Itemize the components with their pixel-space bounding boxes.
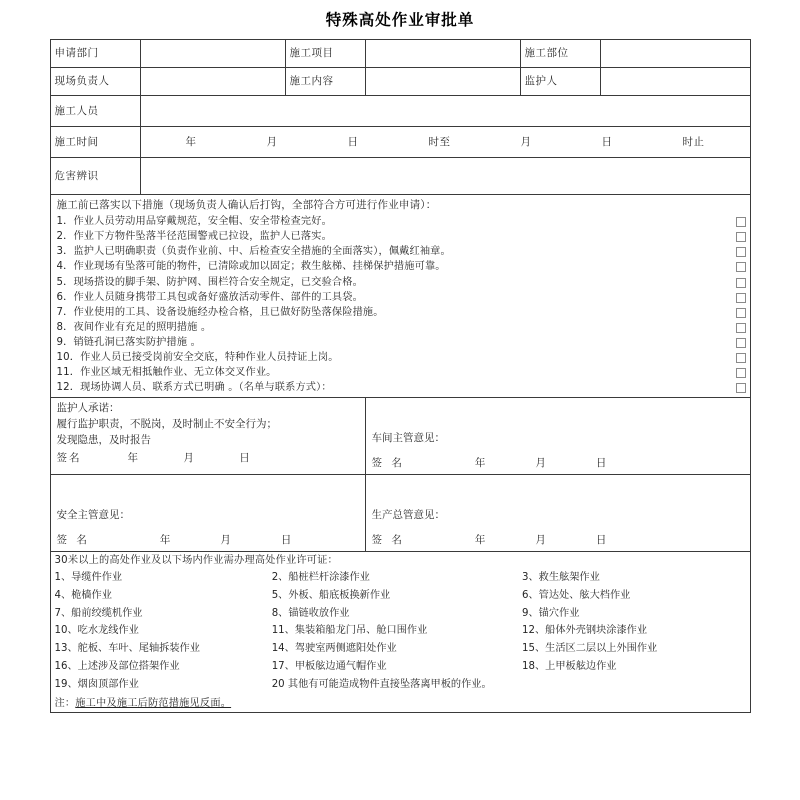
permit-list-row [50, 552, 750, 713]
label-personnel: 施工人员 [50, 96, 140, 127]
field-location[interactable] [600, 40, 750, 68]
list-item[interactable] [57, 320, 746, 335]
permit-item: 6、管达处、舷大档作业 [522, 589, 631, 601]
production-sign-label: 签 名 [371, 534, 405, 547]
guardian-sign-year: 年 [127, 451, 138, 464]
permit-note-text: 施工中及施工后防范措施见反面。 [75, 697, 232, 709]
permit-item: 19、烟囱顶部作业 [54, 678, 139, 690]
list-item[interactable] [57, 275, 746, 290]
field-hazard[interactable] [140, 158, 750, 195]
permit-item: 2、船桩栏杆涂漆作业 [271, 572, 370, 584]
field-work-content[interactable] [365, 68, 520, 96]
permit-item: 14、驾驶室两侧遮阳处作业 [271, 643, 397, 655]
safety-sign-month: 月 [220, 534, 231, 547]
measure-text: 7．作业使用的工具、设备设施经办检合格，且已做好防坠落保险措施。 [56, 306, 384, 318]
field-site-manager[interactable] [140, 68, 285, 96]
list-item[interactable] [57, 335, 746, 350]
field-guardian[interactable] [600, 68, 750, 96]
permit-item: 15、生活区二层以上外围作业 [522, 643, 658, 655]
list-item[interactable] [57, 350, 746, 365]
measure-text: 4．作业现场有坠落可能的物件，已清除或加以固定；救生舷梯、挂梯保护措施可靠。 [56, 261, 446, 273]
safety-sign-year: 年 [159, 534, 171, 547]
measure-text: 11．作业区域无相抵触作业、无立体交叉作业。 [56, 367, 277, 379]
safety-signature-line[interactable] [57, 533, 359, 547]
checkbox-icon[interactable] [736, 217, 746, 227]
list-item[interactable] [57, 244, 746, 259]
production-sign-day: 日 [595, 534, 607, 547]
work-time-year: 年 [185, 135, 197, 148]
checkbox-icon[interactable] [736, 278, 746, 288]
field-project[interactable] [365, 40, 520, 68]
permit-item: 20 其他有可能造成物件直接坠落离甲板的作业。 [271, 678, 492, 690]
label-project: 施工项目 [285, 40, 365, 68]
production-sign-year: 年 [474, 534, 486, 547]
safety-sign-day: 日 [280, 534, 292, 547]
work-time-month-2: 月 [520, 135, 532, 148]
checkbox-icon[interactable] [736, 308, 746, 318]
table-row [50, 127, 750, 158]
workshop-sign-day: 日 [595, 457, 607, 470]
guardian-pledge-line-2: 发现隐患，及时报告 [56, 433, 151, 446]
checkbox-icon[interactable] [736, 368, 746, 378]
measures-list [51, 214, 750, 397]
checkbox-icon[interactable] [736, 338, 746, 348]
safety-opinion-title: 安全主管意见： [56, 508, 130, 521]
measure-text: 12．现场协调人员、联系方式已明确 。（名单与联系方式）： [56, 382, 332, 394]
workshop-opinion-cell[interactable] [365, 398, 750, 475]
guardian-signature-line[interactable] [57, 451, 359, 467]
label-apply-dept: 申请部门 [50, 40, 140, 68]
workshop-signature-line[interactable] [372, 456, 744, 470]
list-item[interactable] [57, 290, 746, 305]
checkbox-icon[interactable] [736, 383, 746, 393]
list-item[interactable] [57, 365, 746, 380]
production-opinion-title: 生产总管意见： [371, 508, 445, 521]
permit-note [55, 697, 746, 711]
guardian-sign-month: 月 [183, 451, 194, 464]
table-row [50, 158, 750, 195]
permit-items-grid [55, 571, 746, 692]
production-sign-month: 月 [535, 534, 546, 547]
list-item[interactable] [57, 259, 746, 274]
permit-item: 8、锚链收放作业 [271, 607, 350, 619]
measure-text: 5．现场搭设的脚手架、防护网、围栏符合安全规定，已交验合格。 [56, 276, 363, 288]
permit-item: 16、上述涉及部位搭架作业 [54, 660, 180, 672]
page-title: 特殊高处作业审批单 [325, 11, 475, 29]
measure-text: 1．作业人员劳动用品穿戴规范，安全帽、安全带检查完好。 [56, 216, 332, 228]
label-site-manager: 现场负责人 [50, 68, 140, 96]
label-location: 施工部位 [520, 40, 600, 68]
permit-list-cell [50, 552, 750, 713]
guardian-sign-label: 签名 [56, 451, 82, 464]
checkbox-icon[interactable] [736, 293, 746, 303]
checkbox-icon[interactable] [736, 353, 746, 363]
list-item[interactable] [57, 380, 746, 395]
measure-text: 10．作业人员已接受岗前安全交底，特种作业人员持证上岗。 [56, 352, 339, 364]
field-personnel[interactable] [140, 96, 750, 127]
work-time-end: 时止 [682, 135, 705, 148]
workshop-sign-month: 月 [535, 457, 546, 470]
permit-item: 11、集装箱船龙门吊、舱口围作业 [271, 625, 428, 637]
checkbox-icon[interactable] [736, 262, 746, 272]
permit-note-prefix: 注： [54, 697, 76, 709]
permit-item: 18、上甲板舷边作业 [522, 660, 617, 672]
table-row [50, 96, 750, 127]
permit-item: 3、救生舷架作业 [522, 572, 600, 584]
checkbox-icon[interactable] [736, 232, 746, 242]
permit-item: 17、甲板舷边通气帽作业 [271, 660, 387, 672]
signature-row [50, 398, 750, 475]
permit-item: 13、舵板、车叶、尾轴拆装作业 [54, 643, 200, 655]
production-opinion-cell[interactable] [365, 475, 750, 552]
table-row [50, 40, 750, 68]
permit-item: 7、船前绞缆机作业 [54, 607, 143, 619]
checkbox-icon[interactable] [736, 323, 746, 333]
guardian-pledge-cell [50, 398, 365, 475]
work-time-day: 日 [347, 135, 359, 148]
list-item[interactable] [57, 229, 746, 244]
permit-heading: 30米以上的高处作业及以下场内作业需办理高处作业许可证： [54, 555, 338, 567]
list-item[interactable] [57, 305, 746, 320]
permit-item: 5、外板、船底板换新作业 [271, 589, 391, 601]
list-item[interactable] [57, 214, 746, 229]
measure-text: 3．监护人已明确职责（负责作业前、中、后检查安全措施的全面落实），佩戴红袖章。 [56, 246, 451, 258]
field-apply-dept[interactable] [140, 40, 285, 68]
safety-sign-label: 签 名 [56, 534, 90, 547]
permit-item: 9、锚穴作业 [522, 607, 580, 619]
label-hazard: 危害辨识 [50, 158, 140, 195]
permit-item: 12、船体外壳钢块涂漆作业 [522, 625, 648, 637]
measure-text: 2．作业下方物件坠落半径范围警戒已拉设，监护人已落实。 [56, 231, 332, 243]
field-work-time[interactable] [140, 127, 750, 158]
table-row [50, 68, 750, 96]
measure-text: 8．夜间作业有充足的照明措施 。 [56, 321, 212, 333]
label-guardian: 监护人 [520, 68, 600, 96]
work-time-month: 月 [266, 135, 278, 148]
work-time-to: 时至 [428, 135, 451, 148]
safety-opinion-cell[interactable] [50, 475, 365, 552]
opinion-row [50, 475, 750, 552]
workshop-sign-year: 年 [474, 457, 486, 470]
measure-text: 6．作业人员随身携带工具包或备好盛放活动零件、部件的工具袋。 [56, 291, 363, 303]
guardian-pledge-title: 监护人承诺： [56, 402, 120, 415]
workshop-opinion-title: 车间主管意见： [371, 431, 445, 444]
permit-item: 1、导缆件作业 [54, 572, 123, 584]
guardian-pledge-line-1: 履行监护职责，不脱岗，及时制止不安全行为； [56, 418, 277, 431]
measures-cell [50, 195, 750, 398]
permit-item: 10、吃水龙线作业 [54, 625, 139, 637]
permit-item: 4、桅樯作业 [54, 589, 112, 601]
checkbox-icon[interactable] [736, 247, 746, 257]
label-work-content: 施工内容 [285, 68, 365, 96]
label-work-time: 施工时间 [50, 127, 140, 158]
work-time-day-2: 日 [601, 135, 613, 148]
permit-form-table [50, 39, 751, 713]
workshop-sign-label: 签 名 [371, 457, 405, 470]
guardian-sign-day: 日 [239, 451, 250, 464]
measures-heading: 施工前已落实以下措施（现场负责人确认后打钩，全部符合方可进行作业申请）： [56, 199, 437, 211]
measure-text: 9．销链孔洞已落实防护措施 。 [56, 336, 201, 348]
production-signature-line[interactable] [372, 533, 744, 547]
measures-row [50, 195, 750, 398]
